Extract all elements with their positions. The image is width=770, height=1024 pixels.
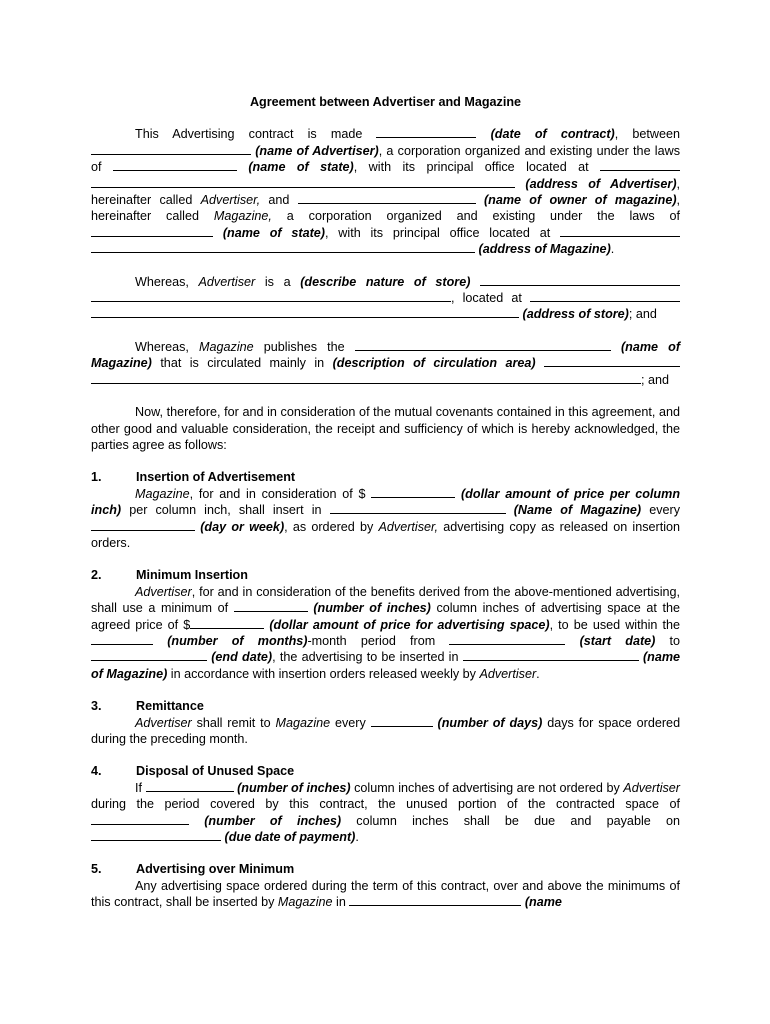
blank-line	[91, 241, 475, 253]
blank-line	[91, 649, 207, 661]
text: in accordance with insertion orders released weekly by	[170, 666, 476, 681]
text: -month period from	[307, 633, 436, 648]
text: If	[135, 780, 142, 795]
blank-line	[113, 159, 237, 171]
section-heading	[91, 763, 680, 779]
placeholder-number-of-months: (number of months)	[167, 633, 308, 648]
term-magazine: Magazine	[135, 486, 190, 501]
text: is a	[264, 274, 291, 289]
section-minimum-insertion	[91, 567, 680, 682]
placeholder-name-of-state: (name of state)	[222, 225, 325, 240]
section-title: Disposal of Unused Space	[136, 764, 295, 779]
section-heading	[91, 567, 680, 583]
term-advertiser: Advertiser	[135, 584, 192, 599]
text: per column inch, shall insert in	[129, 503, 322, 518]
text: publishes the	[263, 339, 345, 354]
section-text	[91, 715, 680, 748]
section-text	[91, 780, 680, 846]
term-advertiser: Advertiser	[198, 274, 256, 289]
placeholder-name: (name	[524, 895, 562, 910]
section-heading	[91, 469, 680, 485]
section-number: 3.	[91, 699, 102, 714]
text: shall remit to	[196, 715, 271, 730]
text: in	[336, 895, 346, 910]
text: This Advertising contract is made	[135, 127, 363, 142]
whereas-store-paragraph	[91, 274, 680, 323]
consideration-paragraph	[91, 404, 680, 453]
term-magazine: Magazine	[199, 339, 254, 354]
placeholder-start-date: (start date)	[579, 633, 656, 648]
section-heading	[91, 698, 680, 714]
text: , to be used within the	[549, 617, 680, 632]
text: to	[669, 633, 681, 648]
text: a corporation organized and existing under the laws of	[286, 209, 681, 224]
text: Any advertising space ordered during the term of this contract, over and above the minimums of this contract, shall be inserted by	[91, 878, 680, 910]
blank-line	[234, 600, 308, 612]
blank-line	[91, 372, 641, 384]
blank-line	[600, 159, 680, 171]
section-disposal-of-unused-space	[91, 763, 680, 845]
text: and	[268, 193, 290, 208]
term-advertiser: Advertiser,	[200, 193, 261, 208]
placeholder-number-of-inches: (number of inches)	[204, 813, 342, 828]
placeholder-name-of-magazine: (Name of Magazine)	[513, 503, 642, 518]
blank-line	[330, 502, 506, 514]
blank-line	[449, 633, 565, 645]
text: , for and in consideration of $	[189, 486, 366, 501]
text: every	[334, 715, 366, 730]
text: column inches shall be due and payable on	[356, 813, 680, 828]
placeholder-date-of-contract: (date of contract)	[490, 127, 615, 142]
placeholder-name-of-state: (name of state)	[248, 160, 354, 175]
blank-line	[544, 355, 680, 367]
text: during the period covered by this contract, the unused portion of the contracted space of	[91, 797, 680, 812]
blank-line	[371, 486, 455, 498]
placeholder-name-of-magazine: (name of Magazine)	[91, 339, 681, 371]
blank-line	[376, 126, 476, 138]
text: .	[610, 242, 615, 257]
placeholder-due-date-of-payment: (due date of payment)	[224, 830, 356, 845]
placeholder-circulation-area: (description of circulation area)	[332, 356, 536, 371]
text: , as ordered by	[284, 519, 374, 534]
placeholder-number-of-inches: (number of inches)	[313, 601, 431, 616]
blank-line	[463, 649, 639, 661]
section-remittance	[91, 698, 680, 747]
placeholder-price-per-column-inch: (dollar amount of price per column inch)	[91, 486, 681, 518]
placeholder-price-for-advertising-space: (dollar amount of price for advertising space)	[269, 617, 550, 632]
placeholder-name-of-magazine: (name of Magazine)	[91, 650, 681, 681]
placeholder-nature-of-store: (describe nature of store)	[300, 274, 471, 289]
placeholder-number-of-days: (number of days)	[437, 715, 543, 730]
text: .	[355, 830, 359, 845]
term-advertiser: Advertiser	[479, 666, 537, 681]
section-title: Advertising over Minimum	[136, 862, 295, 877]
text: Whereas,	[135, 339, 189, 354]
term-magazine: Magazine,	[213, 209, 272, 224]
section-heading	[91, 861, 680, 877]
text: , with its principal office located at	[353, 160, 589, 175]
section-title: Minimum Insertion	[136, 568, 248, 583]
blank-line	[355, 339, 611, 351]
blank-line	[298, 192, 476, 204]
text: ; and	[641, 372, 670, 387]
blank-line	[91, 519, 195, 531]
blank-line	[91, 143, 251, 155]
text: , the advertising to be inserted in	[272, 650, 459, 665]
term-advertiser: Advertiser	[135, 715, 192, 730]
section-title: Insertion of Advertisement	[136, 470, 296, 485]
placeholder-day-or-week: (day or week)	[200, 519, 285, 534]
blank-line	[146, 780, 234, 792]
term-advertiser: Advertiser	[623, 780, 680, 795]
section-insertion-of-advertisement	[91, 469, 680, 551]
blank-line	[91, 306, 519, 318]
text: that is circulated mainly in	[160, 356, 325, 371]
text: , a corporation organized and existing under the laws of	[91, 143, 680, 175]
text: advertising copy as released on insertion orders.	[91, 519, 681, 550]
blank-line	[190, 617, 264, 629]
text: , hereinafter called	[91, 193, 681, 224]
blank-line	[371, 715, 433, 727]
text: , hereinafter called	[91, 176, 681, 208]
blank-line	[480, 274, 680, 286]
placeholder-name-of-owner: (name of owner of magazine)	[483, 193, 677, 208]
section-title: Remittance	[136, 699, 204, 714]
text: .	[536, 666, 540, 681]
text: column inches of advertising space at the agreed price of $	[91, 601, 680, 632]
text: , located at	[451, 291, 522, 306]
placeholder-end-date: (end date)	[211, 650, 273, 665]
section-text	[91, 878, 680, 911]
term-magazine: Magazine	[277, 895, 333, 910]
text: , with its principal office located at	[325, 225, 551, 240]
section-text	[91, 486, 680, 552]
document-body	[91, 94, 680, 927]
blank-line	[91, 813, 189, 825]
section-number: 1.	[91, 470, 102, 485]
section-number: 4.	[91, 764, 102, 779]
text: ; and	[628, 307, 657, 322]
blank-line	[91, 176, 515, 188]
blank-line	[530, 290, 680, 302]
section-number: 5.	[91, 862, 102, 877]
text: Now, therefore, for and in consideration of the mutual covenants contained in this agreement, and other good and valuable consideration, the receipt and sufficiency of which is hereby acknowledged, the parties agree as follows:	[91, 405, 680, 452]
placeholder-address-of-store: (address of store)	[522, 307, 629, 322]
section-number: 2.	[91, 568, 102, 583]
term-advertiser: Advertiser,	[378, 519, 439, 534]
text: days for space ordered during the preceding month.	[91, 715, 681, 746]
section-text	[91, 584, 680, 682]
text: column inches of advertising are not ordered by	[354, 780, 620, 795]
blank-line	[91, 633, 153, 645]
text: every	[649, 503, 681, 518]
placeholder-number-of-inches: (number of inches)	[237, 780, 351, 795]
blank-line	[349, 894, 521, 906]
placeholder-name-of-advertiser: (name of Advertiser)	[255, 143, 379, 158]
placeholder-address-of-magazine: (address of Magazine)	[478, 242, 611, 257]
document-title: Agreement between Advertiser and Magazine	[249, 95, 522, 109]
blank-line	[91, 290, 451, 302]
text: , for and in consideration of the benefits derived from the above-mentioned advertising, shall use a minimum of	[91, 584, 680, 616]
placeholder-address-of-advertiser: (address of Advertiser)	[525, 176, 677, 191]
text: , between	[614, 127, 680, 142]
text: Whereas,	[135, 274, 189, 289]
blank-line	[560, 225, 680, 237]
term-magazine: Magazine	[275, 715, 331, 730]
intro-paragraph	[91, 126, 680, 257]
section-advertising-over-minimum	[91, 861, 680, 910]
whereas-magazine-paragraph	[91, 339, 680, 388]
blank-line	[91, 829, 221, 841]
blank-line	[91, 225, 213, 237]
